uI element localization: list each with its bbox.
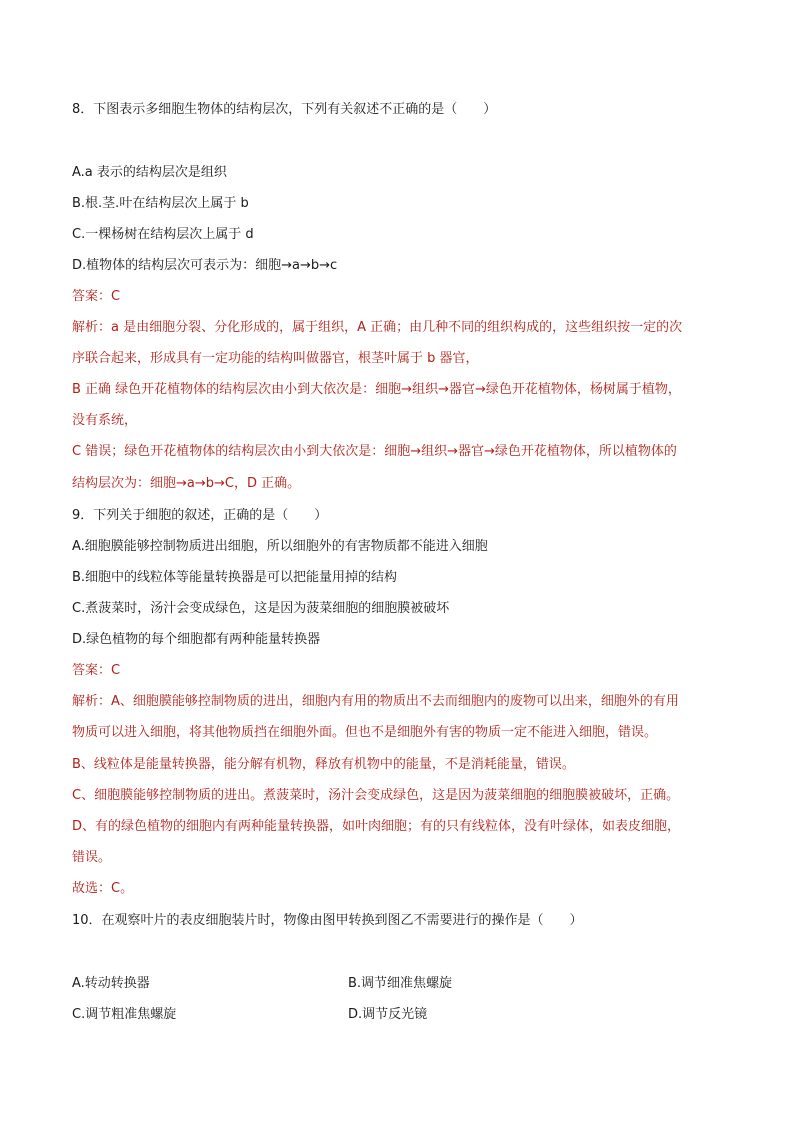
q8-analysis-line: C 错误；绿色开花植物体的结构层次由小到大依次是：细胞→组织→器官→绿色开花植物体，所以植物体的	[72, 444, 677, 459]
q8-option-c: C.一棵杨树在结构层次上属于 d	[72, 227, 254, 242]
q8-option-d: D.植物体的结构层次可表示为：细胞→a→b→c	[72, 258, 338, 273]
q8-option-a: A.a 表示的结构层次是组织	[72, 165, 227, 180]
q10-option-b: B.调节细准焦螺旋	[348, 976, 453, 991]
q8-analysis-line: 解析：a 是由细胞分裂、分化形成的，属于组织，A 正确；由几种不同的组织构成的，这些组织按一定的次	[72, 320, 683, 335]
q8-stem: 8．下图表示多细胞生物体的结构层次，下列有关叙述不正确的是（ ）	[72, 102, 497, 117]
q8-analysis-line: 没有系统，	[72, 413, 138, 428]
q8-analysis-line: B 正确 绿色开花植物体的结构层次由小到大依次是：细胞→组织→器官→绿色开花植物体，杨树属于植物，	[72, 382, 681, 397]
q9-stem: 9．下列关于细胞的叙述，正确的是（ ）	[72, 508, 328, 523]
q9-analysis-line: 错误。	[72, 850, 112, 865]
q8-analysis-line: 结构层次为：细胞→a→b→C，D 正确。	[72, 476, 301, 491]
q9-analysis-line: D、有的绿色植物的细胞内有两种能量转换器，如叶肉细胞；有的只有线粒体，没有叶绿体，如表皮细胞，	[72, 819, 681, 834]
q10-option-d: D.调节反光镜	[348, 1007, 428, 1022]
q9-analysis-line: 解析：A、细胞膜能够控制物质的进出，细胞内有用的物质出不去而细胞内的废物可以出来，细胞外的有用	[72, 694, 679, 709]
q9-analysis-line: C、细胞膜能够控制物质的进出。煮菠菜时，汤汁会变成绿色，这是因为菠菜细胞的细胞膜被破坏，正确。	[72, 788, 680, 803]
q9-option-c: C.煮菠菜时，汤汁会变成绿色，这是因为菠菜细胞的细胞膜被破坏	[72, 601, 450, 616]
q9-answer: 答案：C	[72, 663, 121, 678]
q10-stem: 10．在观察叶片的表皮细胞装片时，物像由图甲转换到图乙不需要进行的操作是（ ）	[72, 913, 583, 928]
q9-option-b: B.细胞中的线粒体等能量转换器是可以把能量用掉的结构	[72, 570, 398, 585]
q9-analysis-line: B、线粒体是能量转换器，能分解有机物，释放有机物中的能量，不是消耗能量，错误。	[72, 757, 575, 772]
q9-option-a: A.细胞膜能够控制物质进出细胞，所以细胞外的有害物质都不能进入细胞	[72, 539, 488, 554]
q9-option-d: D.绿色植物的每个细胞都有两种能量转换器	[72, 632, 321, 647]
q8-answer: 答案：C	[72, 289, 121, 304]
q9-analysis-line: 物质可以进入细胞，将其他物质挡在细胞外面。但也不是细胞外有害的物质一定不能进入细胞，错误。	[72, 725, 658, 740]
q9-conclusion: 故选：C。	[72, 881, 134, 896]
q10-option-a: A.转动转换器	[72, 976, 150, 991]
q8-option-b: B.根.茎.叶在结构层次上属于 b	[72, 196, 249, 211]
q8-analysis-line: 序联合起来，形成具有一定功能的结构叫做器官，根茎叶属于 b 器官，	[72, 351, 479, 366]
q10-option-c: C.调节粗准焦螺旋	[72, 1007, 177, 1022]
